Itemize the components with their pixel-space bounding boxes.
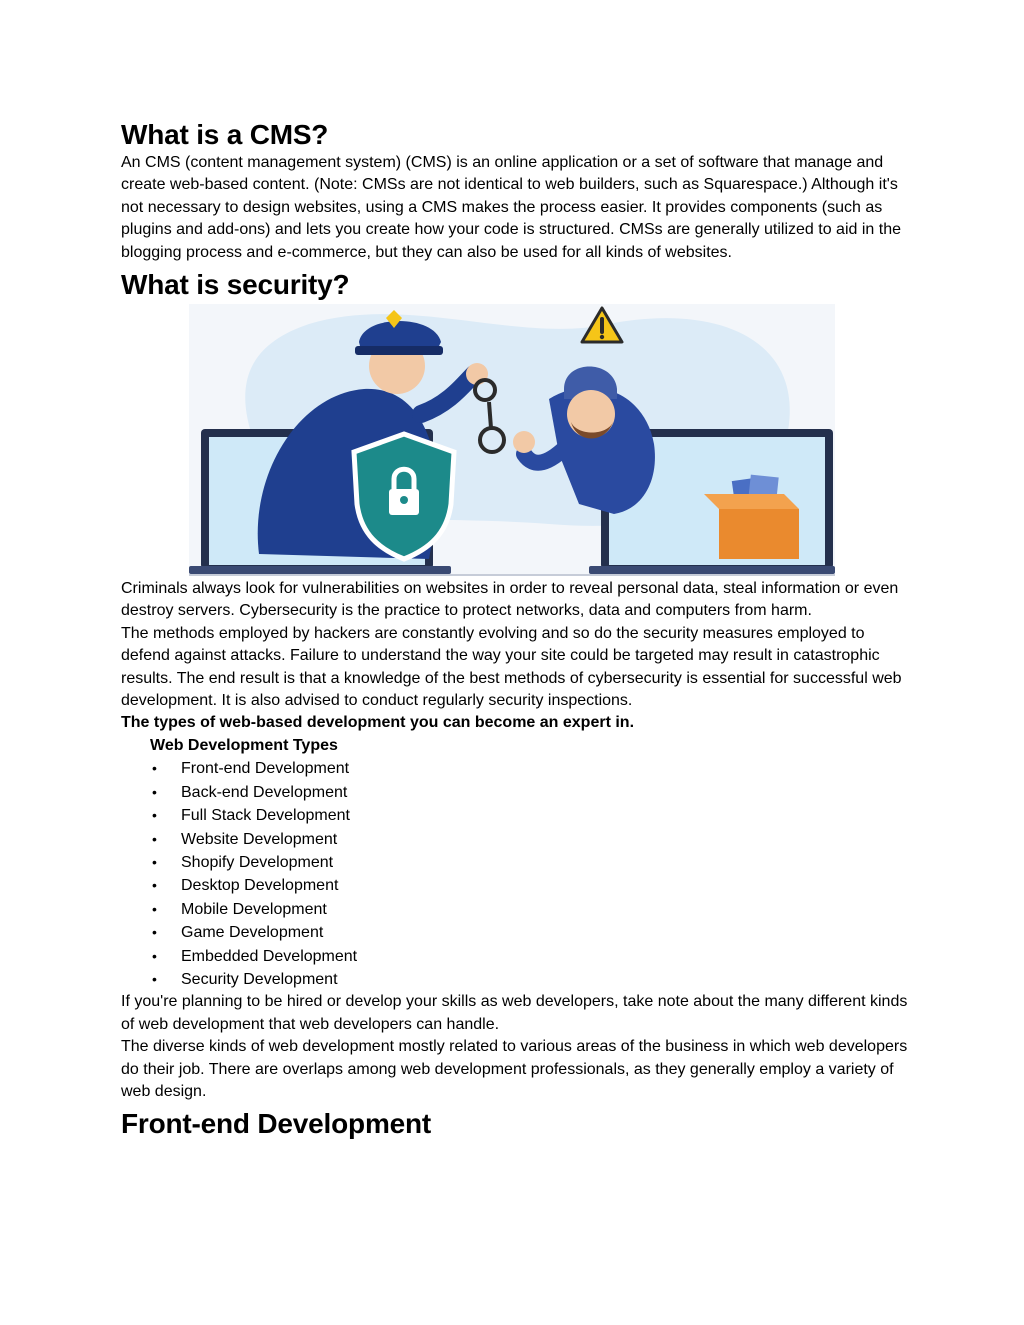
- list-item-label: Game Development: [181, 924, 324, 942]
- closing-paragraph-2: The diverse kinds of web development mostly related to various areas of the business in which web developers do their job. There are overlaps among web development professionals, as they generally employ a variety of web design.: [121, 1038, 908, 1100]
- list-item: [150, 828, 911, 851]
- document-page: [121, 118, 911, 1141]
- closing-paragraph-1: If you're planning to be hired or develop your skills as web developers, take note about the many different kinds of web development that web developers can handle.: [121, 993, 908, 1033]
- bullet-icon: •: [152, 830, 157, 847]
- development-types-list: [121, 757, 911, 991]
- bullet-icon: •: [152, 807, 157, 824]
- list-item-label: Full Stack Development: [181, 807, 350, 825]
- list-item: [150, 921, 911, 944]
- list-item: [150, 874, 911, 897]
- list-item-label: Shopify Development: [181, 853, 334, 871]
- list-item: [150, 757, 911, 780]
- types-intro: The types of web-based development you can become an expert in.: [121, 714, 635, 732]
- cms-paragraph: An CMS (content management system) (CMS) is an online application or a set of software that manage and create web-based content. (Note: CMSs are not identical to web builders, such as Squarespace.) Although it's not necessary to design websites, using a CMS makes the process easier. It provides components (such as plugins and add-ons) and lets you create how your code is structured. CMSs are generally utilized to aid in the blogging process and e-commerce, but they can also be used for all kinds of websites.: [121, 154, 901, 261]
- list-item-label: Website Development: [181, 830, 338, 848]
- list-item-label: Desktop Development: [181, 877, 339, 895]
- security-paragraph-1: Criminals always look for vulnerabilities on websites in order to reveal personal data, steal information or even destroy servers. Cybersecurity is the practice to protect networks, data and computers from harm.: [121, 580, 899, 620]
- list-item: [150, 945, 911, 968]
- list-item-label: Front-end Development: [181, 760, 350, 778]
- heading-front-end-development: Front-end Development: [121, 1108, 432, 1140]
- bullet-icon: •: [152, 900, 157, 917]
- bullet-icon: •: [152, 783, 157, 800]
- heading-what-is-cms: What is a CMS?: [121, 119, 329, 150]
- list-item-label: Mobile Development: [181, 900, 327, 918]
- list-item: [150, 851, 911, 874]
- list-item-label: Embedded Development: [181, 947, 358, 965]
- bullet-icon: •: [152, 970, 157, 987]
- list-item: [150, 898, 911, 921]
- list-item: [150, 968, 911, 991]
- list-item-label: Back-end Development: [181, 783, 348, 801]
- bullet-icon: •: [152, 760, 157, 777]
- bullet-icon: •: [152, 877, 157, 894]
- list-item: [150, 781, 911, 804]
- list-item: [150, 804, 911, 827]
- security-paragraph-2: The methods employed by hackers are constantly evolving and so do the security measures employed to defend against attacks. Failure to understand the way your site could be targeted may result in catastrophic results. The end result is that a knowledge of the best methods of cybersecurity is essential for successful web development. It is also advised to conduct regularly security inspections.: [121, 624, 902, 710]
- bullet-icon: •: [152, 853, 157, 870]
- bullet-icon: •: [152, 947, 157, 964]
- security-illustration: [189, 304, 835, 576]
- list-item-label: Security Development: [181, 970, 338, 988]
- heading-what-is-security: What is security?: [121, 269, 350, 301]
- list-title: Web Development Types: [150, 736, 338, 754]
- bullet-icon: •: [152, 924, 157, 941]
